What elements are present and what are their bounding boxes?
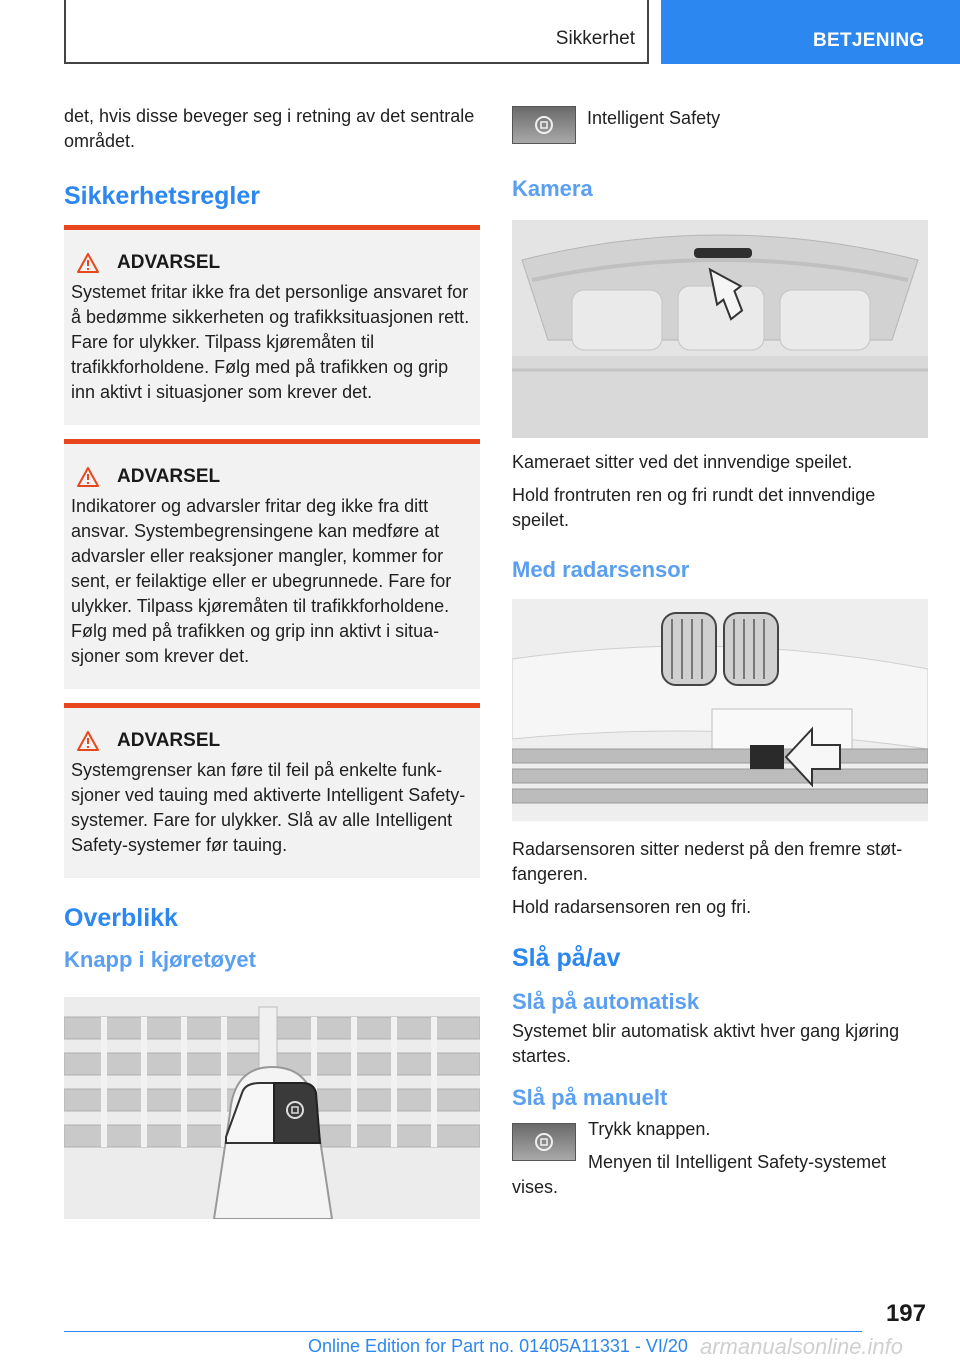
heading-on-off: Slå på/av xyxy=(512,944,621,972)
camera-text-1: Kameraet sitter ved det innvendige speilet. xyxy=(512,452,853,472)
intelligent-safety-button xyxy=(512,1123,576,1161)
warning-title: ADVARSEL xyxy=(117,466,221,487)
warning-triangle-icon xyxy=(77,467,99,487)
warning-triangle-icon xyxy=(77,731,99,751)
radar-text-1: Radarsensoren sitter nederst på den fremre støtfangeren. xyxy=(512,839,903,884)
subheading-button-in-vehicle: Knapp i kjøretøyet xyxy=(64,947,256,972)
radar-sensor-photo xyxy=(512,599,928,821)
warning-box-3 xyxy=(64,703,480,878)
warning-triangle-icon xyxy=(77,253,99,273)
manual-on-block xyxy=(512,1117,928,1200)
heading-radar-sensor: Med radarsensor xyxy=(512,557,690,582)
manual-on-text-2: Menyen til Intelligent Safety-systemet vises. xyxy=(512,1152,887,1197)
intelligent-safety-icon xyxy=(534,1132,554,1152)
intelligent-safety-row xyxy=(512,106,928,144)
warning-text: Indikatorer og advarsler fritar deg ikke fra ditt ansvar. Systembegrensingene kan medføre at advarsler eller reaksjoner mangler, kommer for sent, er feilaktige eller er ubegrunnede. Fare for ulykker. Tilpass kjøremåten til trafikkforholdene. Følg med på trafikken og grip inn aktivt i situasjoner som krever det. xyxy=(71,496,452,666)
auto-on-text: Systemet blir automatisk aktivt hver gang kjøring startes. xyxy=(512,1021,900,1066)
warning-title: ADVARSEL xyxy=(117,252,221,273)
intelligent-safety-label: Intelligent Safety xyxy=(587,108,721,128)
heading-safety-rules: Sikkerhetsregler xyxy=(64,182,260,210)
intro-text: det, hvis disse beveger seg i retning av det sentrale området. xyxy=(64,106,475,151)
header-chapter-tab xyxy=(661,0,960,64)
subheading-auto-on: Slå på automatisk xyxy=(512,989,700,1014)
warning-box-1 xyxy=(64,225,480,425)
warning-box-2 xyxy=(64,439,480,689)
camera-text-2: Hold frontruten ren og fri rundt det innvendige speilet. xyxy=(512,485,876,530)
heading-overview: Overblikk xyxy=(64,904,178,932)
intelligent-safety-button xyxy=(512,106,576,144)
left-column xyxy=(64,100,480,1219)
footer-edition: Online Edition for Part no. 01405A11331 - VI/20 xyxy=(308,1336,688,1356)
subheading-manual-on: Slå på manuelt xyxy=(512,1085,668,1110)
right-column xyxy=(512,106,928,1200)
camera-interior-photo xyxy=(512,220,928,438)
footer-rule xyxy=(64,1331,862,1332)
intelligent-safety-icon xyxy=(534,115,554,135)
watermark: armanualsonline.info xyxy=(700,1334,904,1359)
console-button-photo xyxy=(64,997,480,1219)
warning-text: Systemgrenser kan føre til feil på enkelte funksjoner ved tauing med aktiverte Intelligent Safety-systemer. Fare for ulykker. Slå av alle Intelligent Safety-systemer før tauing. xyxy=(71,760,466,855)
page-number: 197 xyxy=(885,1300,926,1327)
header-section-title: Sikkerhet xyxy=(555,28,635,49)
manual-on-text-1: Trykk knappen. xyxy=(588,1119,711,1139)
header-section-box xyxy=(64,0,649,64)
radar-text-2: Hold radarsensoren ren og fri. xyxy=(512,897,752,917)
heading-camera: Kamera xyxy=(512,176,593,201)
header-chapter-title: BETJENING xyxy=(813,30,925,51)
warning-text: Systemet fritar ikke fra det personlige ansvaret for å bedømme sikkerheten og trafikksituasjonen rett. Fare for ulykker. Tilpass kjøremåten til trafikkforholdene. Følg med på trafikken og grip inn aktivt i situasjoner som krever det. xyxy=(71,282,470,402)
warning-title: ADVARSEL xyxy=(117,730,221,751)
